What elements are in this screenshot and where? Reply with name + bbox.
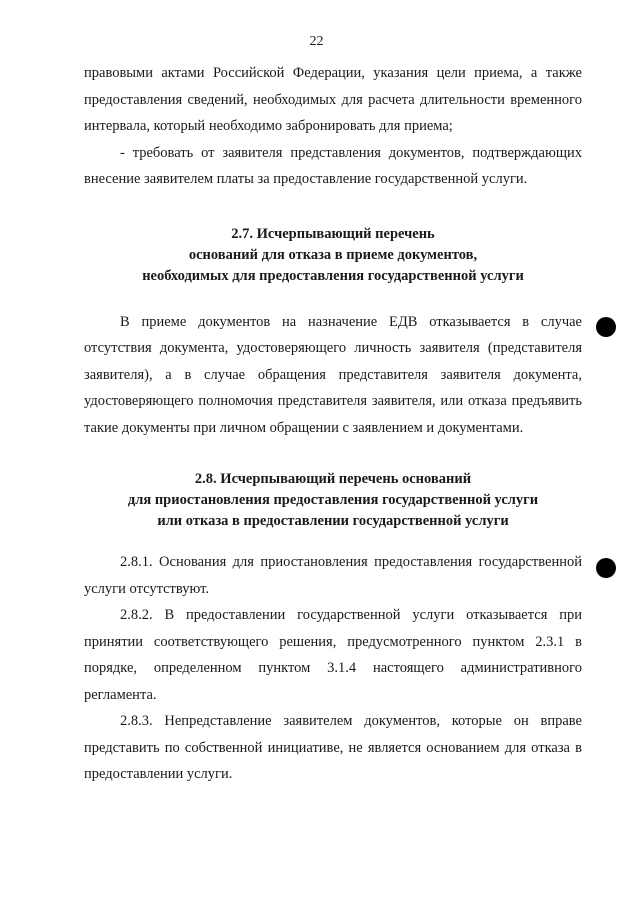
paragraph: - требовать от заявителя представления документов, подтверждающих внесение заявителем платы за предоставление государственной услуги.: [84, 144, 582, 187]
heading-line: оснований для отказа в приеме документов,: [188, 246, 478, 263]
section-heading-2-8: [84, 469, 582, 532]
paragraph: правовыми актами Российской Федерации, указания цели приема, а также предоставления сведений, необходимых для расчета длительности временного интервала, который необходимо забронировать для приема;: [84, 65, 582, 134]
heading-line: необходимых для предоставления государственной услуги: [142, 267, 524, 284]
document-body: [84, 60, 582, 788]
section-heading-2-7: [84, 224, 582, 287]
page-number: 22: [309, 34, 324, 49]
paragraph: 2.8.2. В предоставлении государственной услуги отказывается при принятии соответствующего решения, предусмотренного пунктом 2.3.1 в порядке, определенном пунктом 3.1.4 настоящего административного регламента.: [84, 607, 582, 703]
heading-line: для приостановления предоставления государственной услуги: [127, 492, 539, 508]
paragraph: В приеме документов на назначение ЕДВ отказывается в случае отсутствия документа, удостоверяющего личность заявителя (представителя заявителя), а в случае обращения представителя заявителя документа, удостоверяющего полномочия представителя заявителя, или отказа предъявить такие документы при личном обращении с заявлением и документами.: [84, 313, 582, 436]
punch-hole-mark: [596, 317, 616, 337]
punch-hole-mark: [596, 558, 616, 578]
paragraph: 2.8.1. Основания для приостановления предоставления государственной услуги отсутствуют.: [84, 554, 582, 597]
heading-line: или отказа в предоставлении государственной услуги: [157, 513, 509, 529]
paragraph: 2.8.3. Непредставление заявителем документов, которые он вправе представить по собственной инициативе, не является основанием для отказа в предоставлении услуги.: [84, 713, 582, 782]
heading-line: 2.8. Исчерпывающий перечень оснований: [194, 471, 472, 487]
heading-line: 2.7. Исчерпывающий перечень: [231, 225, 435, 242]
